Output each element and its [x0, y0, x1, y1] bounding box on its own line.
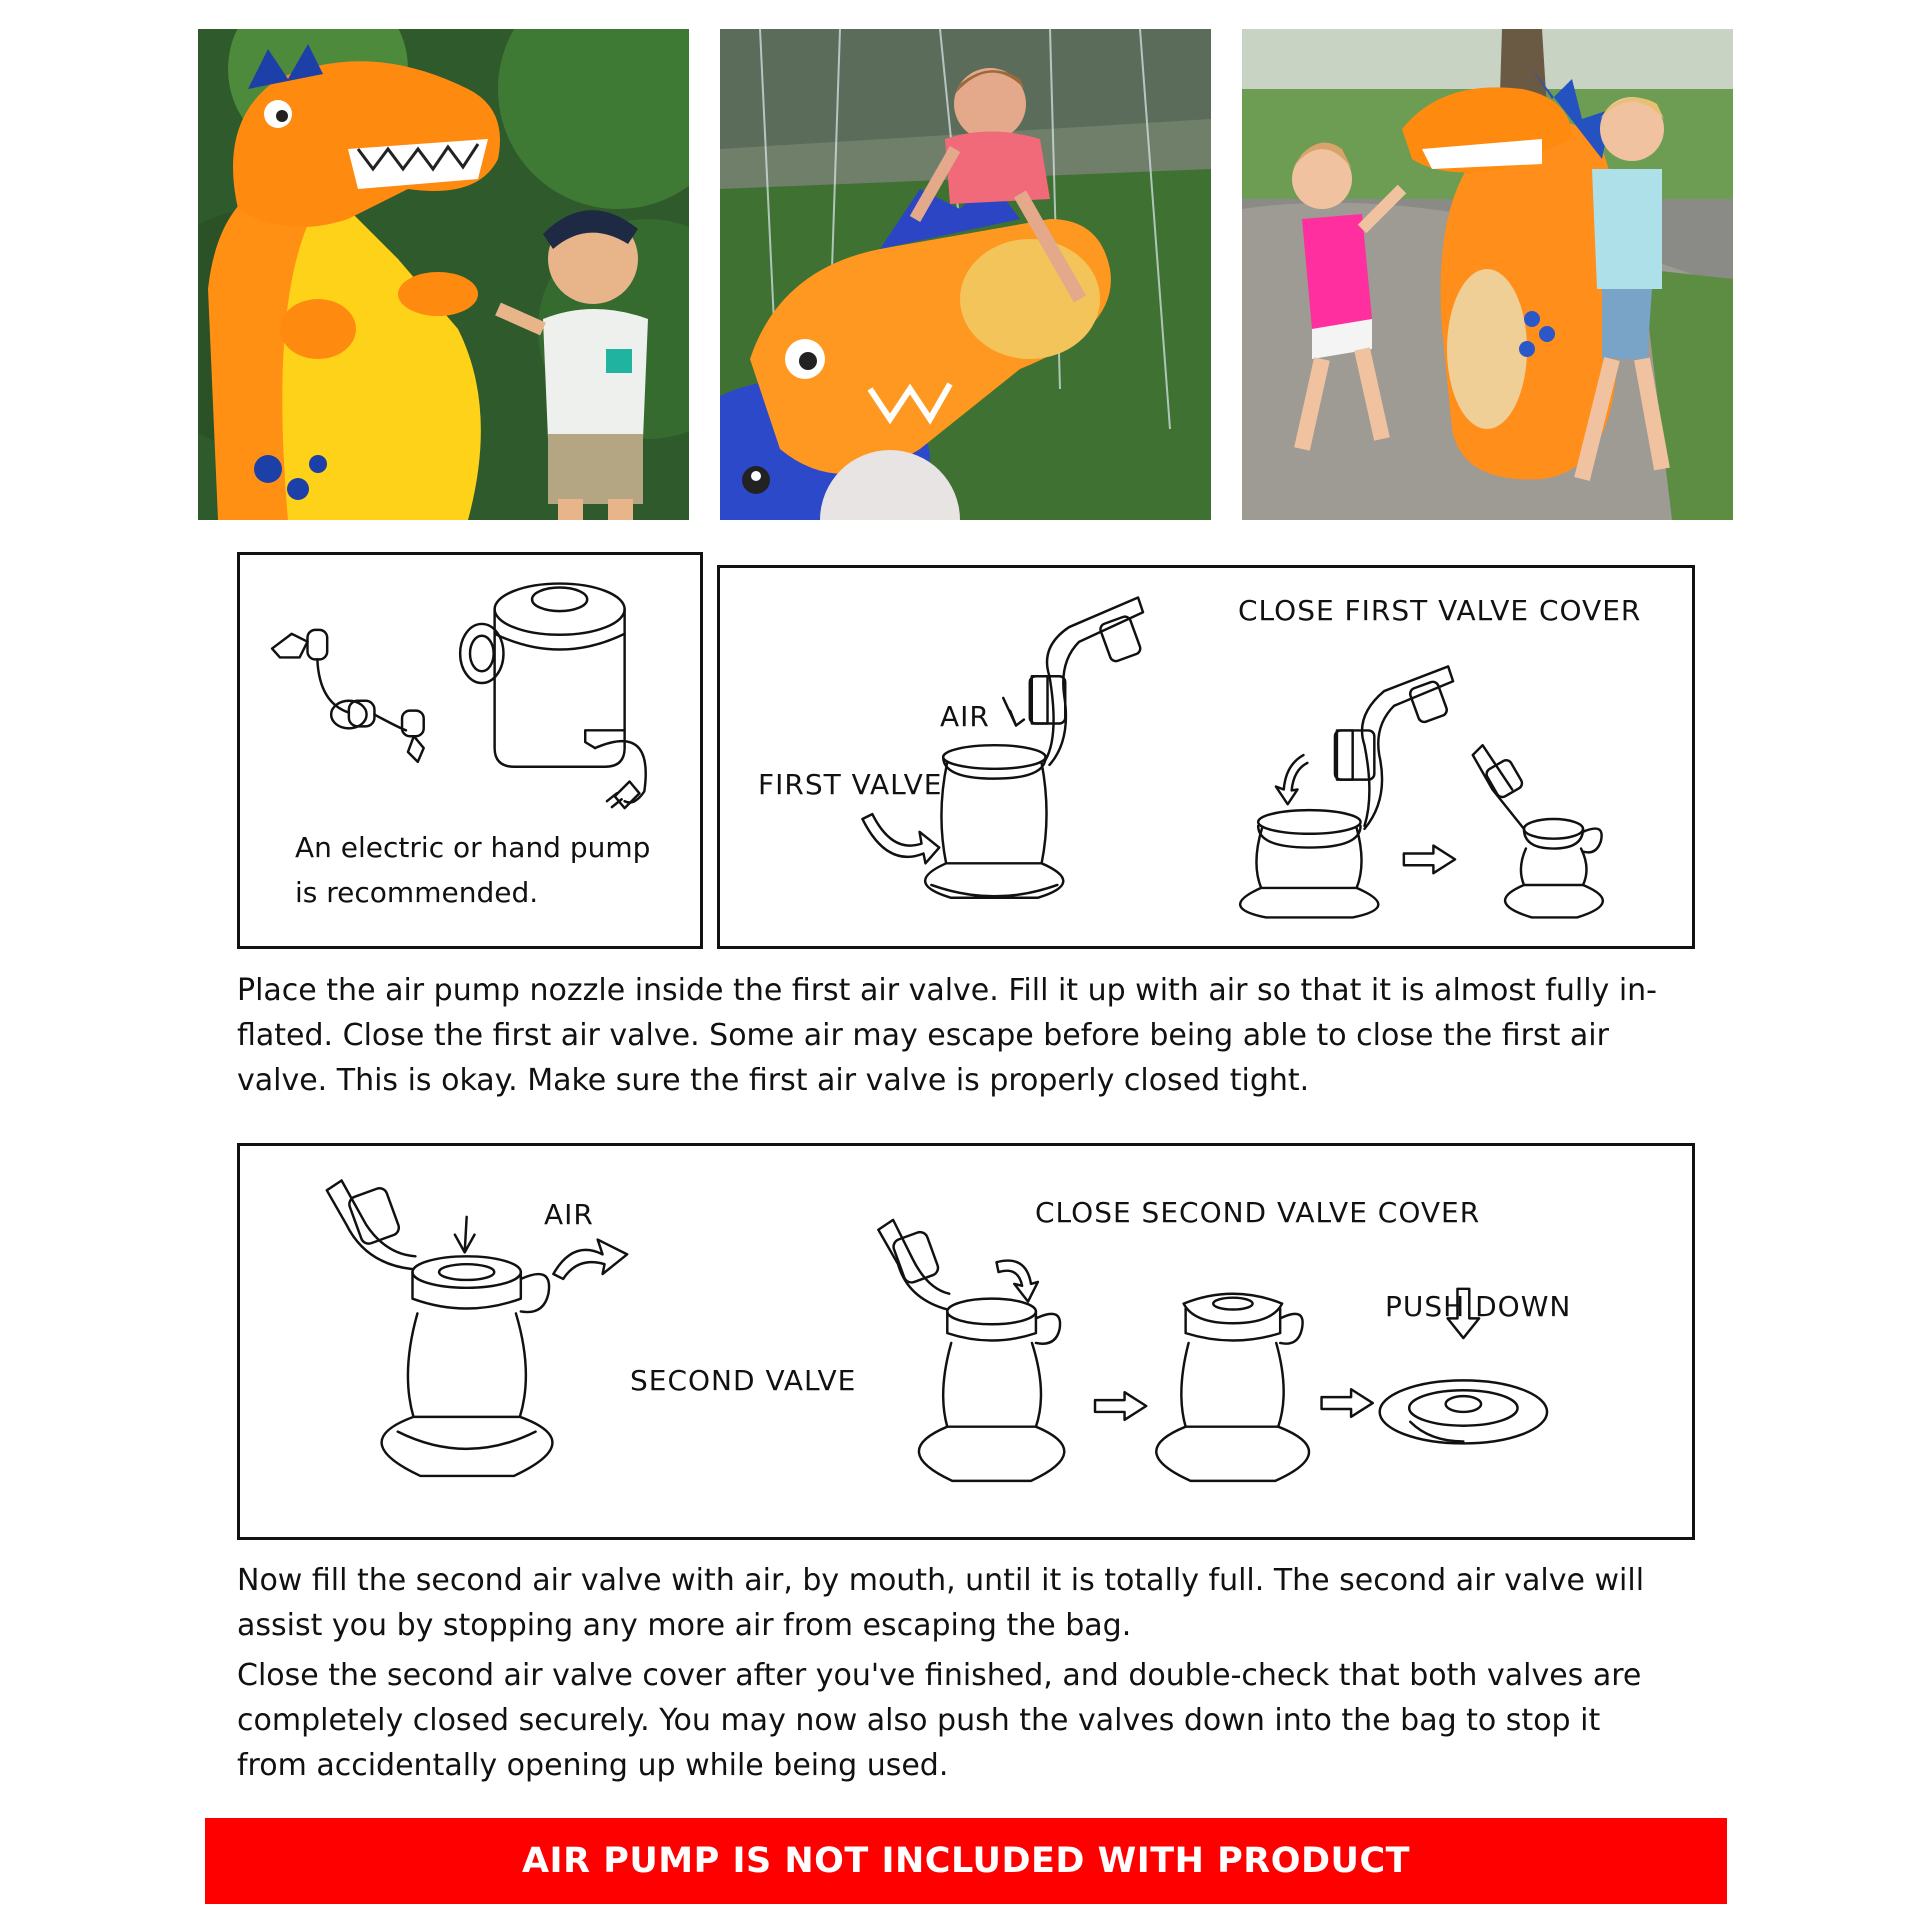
photo-kids-playing-with-dinosaur-illustration — [1242, 29, 1733, 520]
first-valve-instruction-box — [717, 565, 1695, 949]
paragraph-second-valve — [237, 1558, 1707, 1788]
first-air-label: AIR — [940, 700, 990, 733]
paragraph2-line2: assist you by stopping any more air from escaping the bag. — [237, 1608, 1132, 1643]
paragraph2-line3: Close the second air valve cover after you've finished, and double-check that both valves are — [237, 1658, 1642, 1693]
paragraph2-line1: Now fill the second air valve with air, by mouth, until it is totally full. The second air valve will — [237, 1563, 1645, 1598]
paragraph1-line3: valve. This is okay. Make sure the first air valve is properly closed tight. — [237, 1063, 1310, 1098]
second-valve-label: SECOND VALVE — [630, 1364, 857, 1397]
pump-caption-line1: An electric or hand pump — [295, 831, 651, 864]
photo-kids-playing-with-dinosaur — [1242, 29, 1733, 520]
paragraph2-line5: from accidentally opening up while being used. — [237, 1748, 949, 1783]
photo-girl-on-dinosaur-sprinkler — [720, 29, 1211, 520]
photo-boy-with-dinosaur — [198, 29, 689, 520]
second-air-label: AIR — [544, 1198, 594, 1231]
close-second-valve-cover-label: CLOSE SECOND VALVE COVER — [1035, 1196, 1481, 1229]
pump-instruction-box — [237, 552, 703, 949]
air-pump-not-included-banner: AIR PUMP IS NOT INCLUDED WITH PRODUCT — [205, 1818, 1727, 1904]
pump-caption-line2: is recommended. — [295, 876, 539, 909]
photo-girl-on-dinosaur-sprinkler-illustration — [720, 29, 1211, 520]
paragraph-first-valve — [237, 968, 1707, 1103]
close-first-valve-cover-label: CLOSE FIRST VALVE COVER — [1238, 594, 1642, 627]
first-valve-label: FIRST VALVE — [758, 768, 943, 801]
paragraph2-line4: completely closed securely. You may now also push the valves down into the bag to stop it — [237, 1703, 1601, 1738]
push-down-label: PUSH DOWN — [1385, 1290, 1572, 1323]
paragraph1-line1: Place the air pump nozzle inside the first air valve. Fill it up with air so that it is almost fully in- — [237, 973, 1657, 1008]
photo-boy-with-dinosaur-illustration — [198, 29, 689, 520]
second-valve-instruction-box — [237, 1143, 1695, 1540]
paragraph1-line2: flated. Close the first air valve. Some air may escape before being able to close the first air — [237, 1018, 1609, 1053]
